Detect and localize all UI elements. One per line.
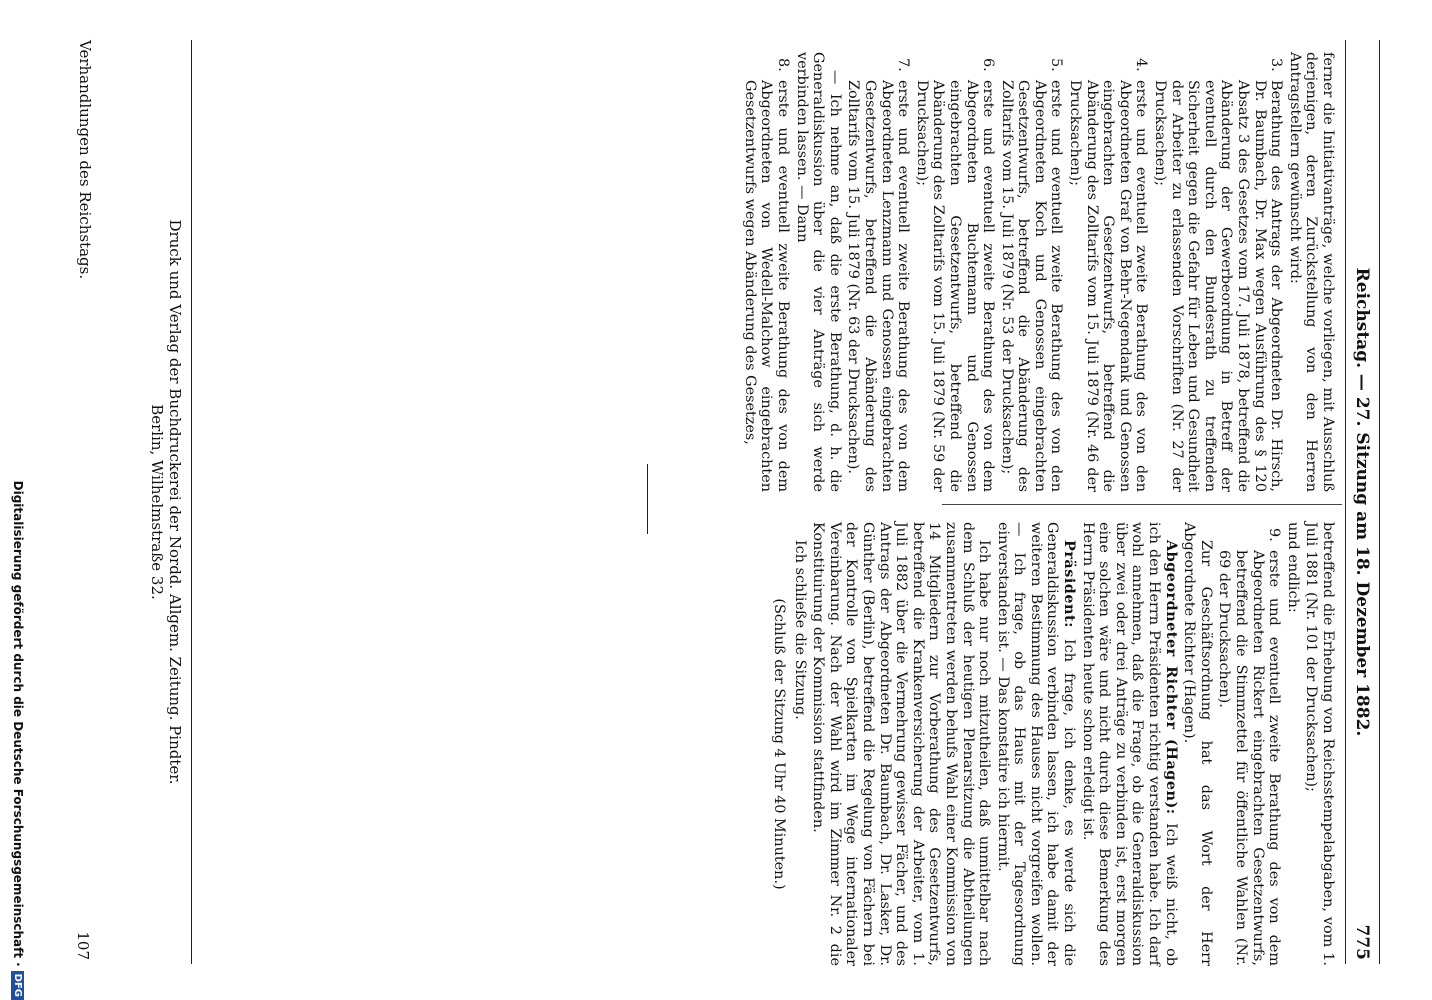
- agenda-item-number: 3.: [1268, 58, 1285, 72]
- right-column: [768, 522, 1336, 966]
- page-number: 775: [1352, 924, 1372, 960]
- agenda-item-8: [741, 52, 791, 492]
- imprint-line-2: Berlin, Wilhelmstraße 32.: [148, 404, 166, 600]
- speaker-name: Präsident:: [1061, 540, 1079, 628]
- agenda-item-number: 9.: [1266, 528, 1283, 542]
- agenda-item-text: erste und eventuell zweite Berathung des von den Abgeordneten Graf von Behr-Negendank und Genossen eingebrachten Gesetzentwurfs, betreffend die Abänderung des Zolltarifs vom 15. Juli 1879 (Nr. 46 der Drucksachen);: [1067, 80, 1150, 492]
- left-column: [739, 52, 1336, 492]
- footer-label: Verhandlungen des Reichstags.: [76, 40, 94, 280]
- imprint-line-1: Druck und Verlag der Buchdruckerei der Nordd. Allgem. Zeitung. Pindter.: [166, 219, 184, 785]
- page-header-title: Reichstag. — 27. Sitzung am 18. Dezember 1882.: [1352, 267, 1372, 737]
- intro-paragraph: ferner die Initiativanträge, welche vorliegen, mit Ausschluß derjenigen, deren Zurückstellung von den Herren Antragstellern gewünscht wird:: [1286, 52, 1336, 492]
- agenda-item-text: erste und eventuell zweite Berathung des von dem Abgeordneten von Wedell-Malchow eingebrachten Gesetzentwurfs wegen Abänderung des Gesetzes,: [741, 80, 791, 492]
- speech-text: Ich weiß nicht, ob ich den Herrn Präsidenten richtig verstanden habe. Ich darf wohl annehmen, daß die Frage, ob die Generaldiskussion über zwei oder drei Anträge zu verbinden ist, erst morgen eine solchen wäre und nicht durch diese Bemerkung des Herrn Präsidenten heute schon erledigt ist.: [1079, 522, 1179, 967]
- agenda-item-number: 5.: [1048, 58, 1065, 72]
- announcement-paragraph: Ich habe nur noch mitzutheilen, daß unmittelbar nach dem Schluß der heutigen Plenarsitzung die Abtheilungen zusammentreten werden behufs Wahl einer Kommission von 14 Mitgliedern zur Vorberathung des Gesetzentwurfs, betreffend die Krankenversicherung der Arbeiter, vom 1. Juli 1882 über die Vermehrung gewisser Fächer, und des Antrags der Abgeordneten Dr. Baumbach, Dr. Lasker, Dr. Günther (Berlin), betreffend die Regelung von Fächern bei der Kontrolle von Spielkarten im Wege internationaler Vereinbarung. Nach der Wahl wird im Zimmer Nr. 2 die Konstituirung der Kommission stattfinden.: [810, 522, 993, 966]
- separator-rule: [647, 464, 648, 534]
- agenda-item-number: 7.: [895, 58, 912, 72]
- agenda-item-6: [913, 52, 996, 492]
- page-header: [1346, 40, 1372, 964]
- speech-richter: [1079, 522, 1179, 966]
- agenda-item-text: erste und eventuell zweite Berathung des von dem Abgeordneten Buchtemann und Genossen eingebrachten Gesetzentwurfs, betreffend die Abänderung des Zolltarifs vom 15. Juli 1879 (Nr. 59 der Drucksachen);: [913, 80, 997, 492]
- digitization-text: Digitalisierung gefördert durch die Deutsche Forschungsgemeinschaft: [11, 480, 25, 959]
- agenda-item-number: 8.: [775, 58, 791, 72]
- agenda-item-number: 4.: [1133, 58, 1150, 72]
- und-endlich-text: und endlich:: [1284, 522, 1301, 613]
- agenda-item-5: [998, 52, 1064, 492]
- floor-paragraph: Zur Geschäftsordnung hat das Wort der Herr Abgeordnete Richter (Hagen).: [1181, 522, 1214, 966]
- agenda-item-text: Berathung des Antrags der Abgeordneten Dr. Hirsch, Dr. Baumbach, Dr. Max wegen Ausführung des § 120 Absatz 3 des Gesetzes vom 17. Juli 1878, betreffend die Abänderung der Gewerbeordnung in Betreff der eventuell durch den Bundesrath zu treffenden Sicherheit gegen die Gefahr für Leben und Gesundheit der Arbeiter zu erlassenden Vorschriften (Nr. 27 der Drucksachen);: [1152, 80, 1285, 492]
- agenda-item-9: [1216, 522, 1282, 966]
- digitization-credit: Digitalisierung gefördert durch die Deutsche Forschungsgemeinschaft · DFG: [4, 0, 32, 1000]
- agenda-item-text: erste und eventuell zweite Berathung des von den Abgeordneten Koch und Genossen eingebrachten Gesetzentwurfs, betreffend die Abänderung des Zolltarifs vom 15. Juli 1879 (Nr. 53 der Drucksachen);: [998, 80, 1065, 492]
- closing-statement: Ich schließe die Sitzung.: [791, 540, 808, 720]
- imprint-rule: [191, 40, 192, 964]
- combination-note: — Ich nehme an, daß die erste Berathung, d. h. die Generaldiskussion über die vier Anträge sich werde verbinden lassen. — Dann: [793, 52, 843, 492]
- agenda-item-7: [845, 52, 911, 492]
- agenda-item-4: [1067, 52, 1150, 492]
- agenda-item-text: erste und eventuell zweite Berathung des von dem Abgeordneten Lenzmann und Genossen eingebrachten Gesetzentwurfs, betreffend die Abänderung des Zolltarifs vom 15. Juli 1879 (Nr. 63 der Drucksachen).: [845, 80, 912, 492]
- agenda-item-number: 6.: [980, 58, 997, 72]
- printer-imprint: [148, 40, 184, 964]
- column-divider: [942, 504, 1342, 505]
- speaker-name: Abgeordneter Richter (Hagen):: [1162, 540, 1180, 815]
- agenda-item-text: erste und eventuell zweite Berathung des von dem Abgeordneten Rickert eingebrachten Gesetzentwurfs, betreffend die Stimmzettel für öffentliche Wahlen (Nr. 69 der Drucksachen).: [1216, 550, 1283, 966]
- continued-item-text: betreffend die Erhebung von Reichsstempelabgaben, vom 1. Juli 1881 (Nr. 101 der Drucksachen);: [1303, 522, 1336, 966]
- agenda-item-3: [1151, 52, 1284, 492]
- header-rule-top: [1379, 40, 1380, 964]
- session-close-note: (Schluß der Sitzung 4 Uhr 40 Minuten.): [771, 598, 787, 890]
- dfg-logo-icon: DFG: [12, 971, 25, 1000]
- speech-president: [994, 522, 1077, 966]
- speech-text: Ich frage, ich denke, es werde sich die Generaldiskussion verbinden lassen, ich habe damit der weiteren Bestimmung des Hauses nicht vorgreifen wollen. — Ich frage, ob das Haus mit der Tagesordnung einverstanden ist. — Das konstatire ich hiermit.: [994, 522, 1078, 966]
- header-rule-bottom: [1345, 40, 1346, 964]
- footer-number: 107: [74, 931, 92, 960]
